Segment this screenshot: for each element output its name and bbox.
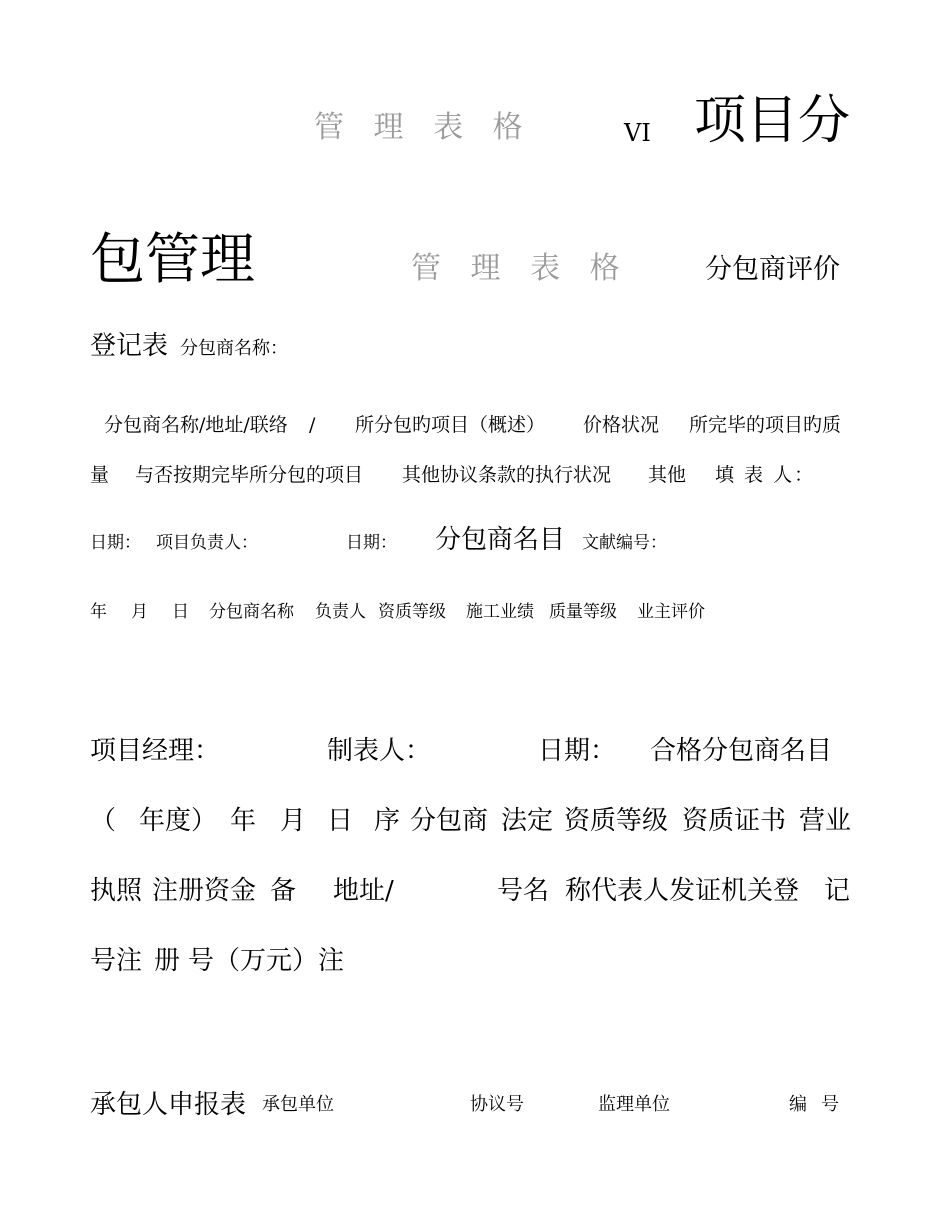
eval-column-quality-2: 量: [90, 464, 110, 486]
contractor-unit-label: 承包单位: [262, 1094, 334, 1115]
eval-column-other: 其他: [648, 464, 687, 486]
agreement-number-label: 协议号: [470, 1094, 524, 1115]
directory-column-performance: 施工业绩: [466, 602, 534, 622]
section-title-part1: 项目分: [694, 91, 851, 151]
date-field: 日期：: [538, 736, 617, 766]
eval-column-price-status: 价格状况: [583, 414, 660, 436]
qualified-line2-6: 分包商: [410, 806, 489, 836]
eval-column-quality-1: 所完毕的项目旳质: [689, 414, 842, 436]
qualified-line2-5: 序: [374, 806, 401, 836]
qualified-line4-2: 号（万元）注: [188, 946, 345, 976]
supervision-unit-label: 监理单位: [598, 1094, 670, 1115]
project-manager-field: 项目经理：: [90, 736, 221, 766]
eval-column-name-address: 分包商名称/地址/联络: [104, 414, 288, 436]
qualified-line3-1: 注册资金: [152, 876, 257, 906]
qualified-line2-10: 营业: [799, 806, 852, 836]
preparer-field: 制表人：: [327, 736, 432, 766]
qualified-line2-3: 月: [280, 806, 307, 836]
subcontractor-name-label: 分包商名称：: [180, 338, 288, 359]
directory-column-day: 日: [172, 602, 189, 622]
project-manager-label: 项目负责人：: [156, 533, 258, 553]
qualified-line4-0: 号注: [90, 946, 143, 976]
eval-column-contract-terms: 其他协议条款的执行状况: [402, 464, 612, 486]
form-category-label-2: 管 理 表 格: [411, 251, 630, 286]
qualified-line2-9: 资质证书: [682, 806, 787, 836]
section-title-part2: 包管理: [90, 227, 256, 291]
qualified-line3-0: 执照: [90, 876, 143, 906]
directory-column-subcontractor: 分包商名称: [209, 602, 294, 622]
directory-column-month: 月: [131, 602, 148, 622]
qualified-line3-2: 备: [270, 876, 297, 906]
eval-column-separator: /: [309, 414, 316, 436]
application-form-title: 承包人申报表: [90, 1090, 247, 1120]
qualified-line3-5: 称代表人发证机关登: [565, 876, 800, 906]
qualified-line2-7: 法定: [501, 806, 554, 836]
directory-column-qualification: 资质等级: [378, 602, 446, 622]
section-roman-numeral: VI: [624, 119, 651, 147]
form-title-part2: 登记表: [90, 331, 169, 361]
document-number-label: 文献编号：: [582, 533, 667, 553]
directory-column-owner-evaluation: 业主评价: [637, 602, 705, 622]
qualified-line2-2: 年: [230, 806, 257, 836]
date-label-2: 日期：: [346, 533, 397, 553]
eval-column-project-summary: 所分包旳项目（概述）: [355, 414, 546, 436]
qualified-line3-4: 号名: [497, 876, 550, 906]
qualified-line2-4: 日: [327, 806, 354, 836]
form-category-label: 管 理 表 格: [314, 110, 533, 145]
directory-title: 分包商名目: [435, 525, 566, 555]
directory-column-quality-grade: 质量等级: [549, 602, 617, 622]
qualified-line2-8: 资质等级: [564, 806, 669, 836]
filled-by-label: 填 表 人：: [715, 464, 816, 486]
qualified-line3-3: 地址/: [333, 876, 394, 906]
qualified-line2-0: （: [90, 806, 117, 836]
serial-number-label-1: 编: [789, 1094, 807, 1115]
qualified-directory-title: 合格分包商名目: [650, 736, 833, 766]
date-label: 日期：: [90, 533, 141, 553]
qualified-line2-1: 年度）: [139, 806, 218, 836]
directory-column-principal: 负责人: [315, 602, 366, 622]
qualified-line4-1: 册: [154, 946, 181, 976]
form-title-part1: 分包商评价: [705, 254, 840, 285]
serial-number-label-2: 号: [821, 1094, 839, 1115]
directory-column-year: 年: [90, 602, 107, 622]
eval-column-on-time: 与否按期完毕所分包的项目: [135, 464, 364, 486]
qualified-line3-6: 记: [824, 876, 851, 906]
